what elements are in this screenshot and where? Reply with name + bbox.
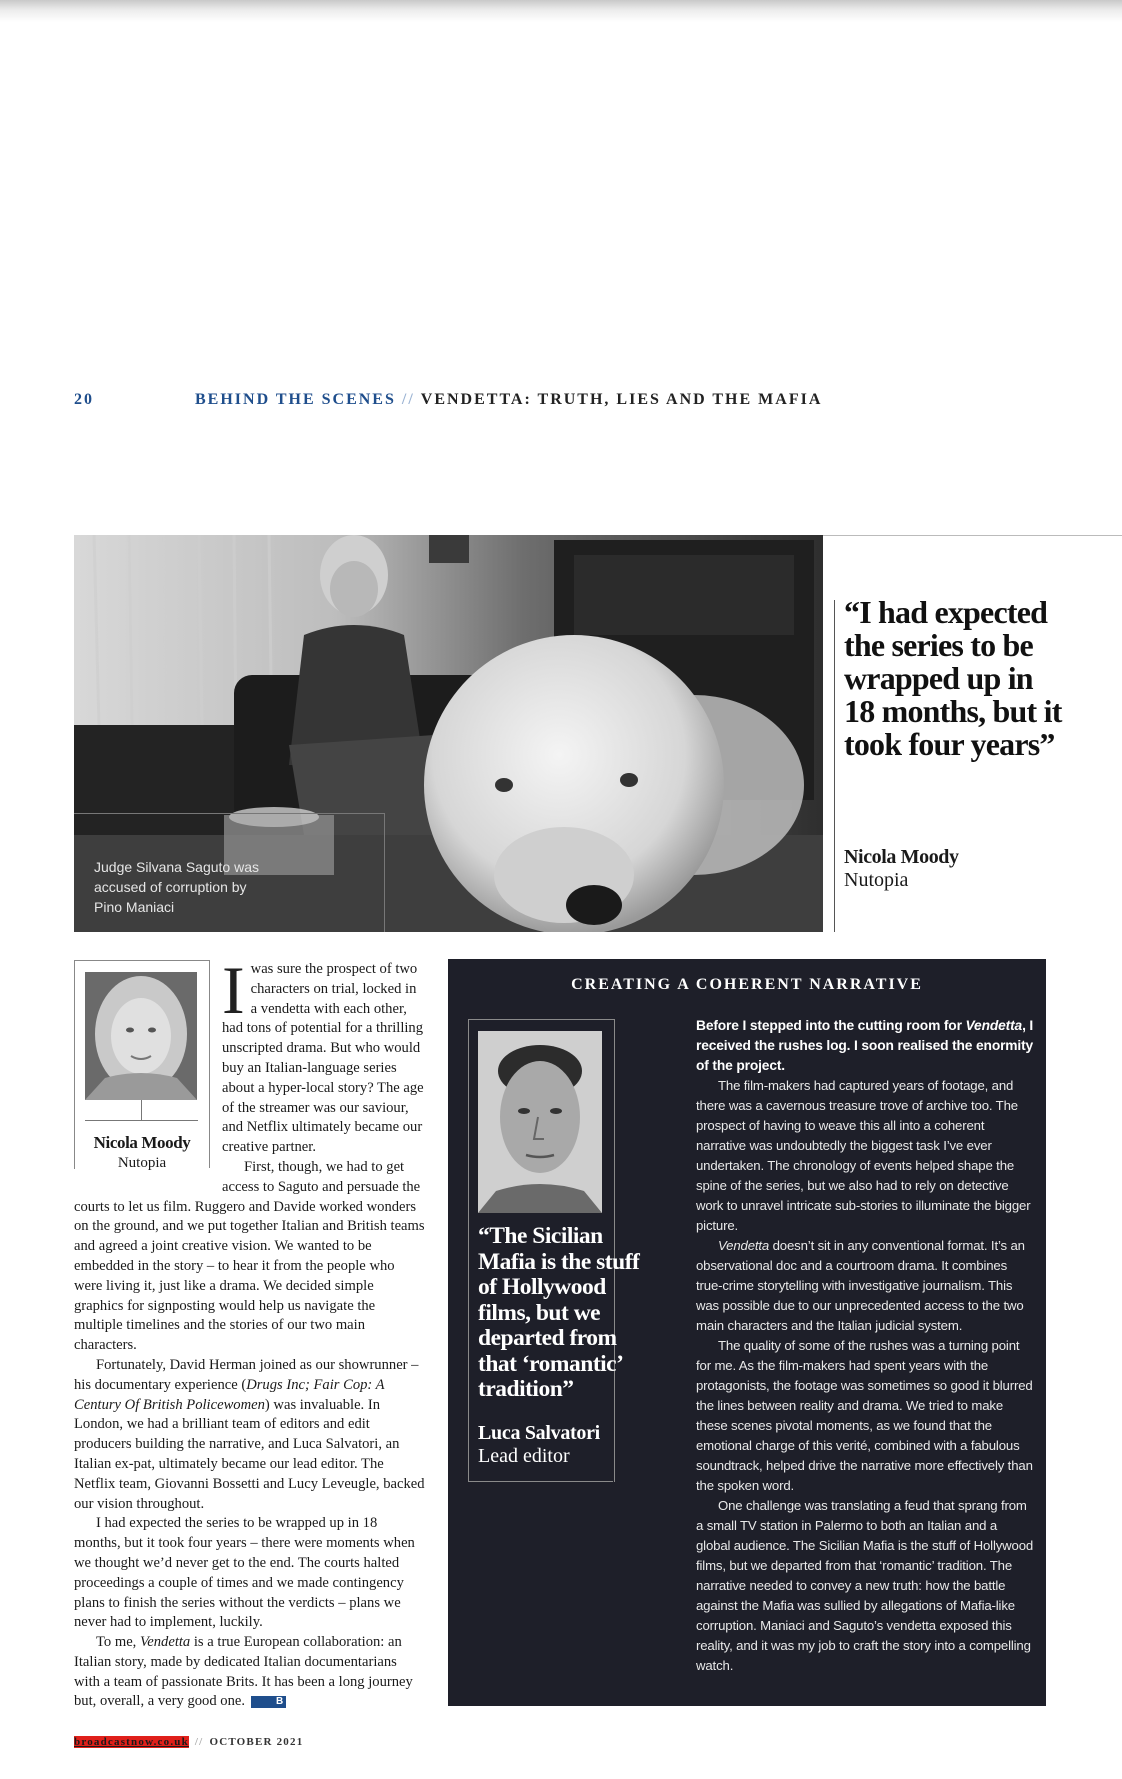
quote-divider: [834, 600, 835, 932]
article-paragraph: [74, 1633, 426, 1712]
pull-quote: “I had expected the series to be wrapped up in 18 months, but it took four years”: [844, 594, 1062, 762]
pull-quote-name: Nicola Moody: [844, 846, 959, 868]
author-org: Nutopia: [117, 1155, 167, 1171]
drop-cap: I: [222, 952, 245, 1028]
editor-portrait-illustration: [478, 1031, 602, 1213]
paragraph-text: To me,: [96, 1634, 140, 1651]
footer-date: OCTOBER 2021: [209, 1736, 304, 1748]
section-label: BEHIND THE SCENES: [195, 391, 396, 408]
footer-site-link[interactable]: broadcastnow.co.uk: [74, 1736, 189, 1748]
lead-photo: [74, 535, 823, 932]
article-paragraph: I had expected the series to be wrapped up in 18 months, but it took four years – there were moments when we thought we’d never get to the end. The courts halted proceedings a couple of times and we made contingency plans to finish the series without the verdicts – plans we never had to implement, luckily.: [74, 1515, 415, 1631]
sidebar-paragraph: The quality of some of the rushes was a turning point for me. As the film-makers had spent years with the protagonists, the footage was sometimes so good it blurred the lines between reality and drama. We tried to make these scenes pivotal moments, as we found that the emotional charge of this verité, combined with a fabulous soundtrack, helped drive the narrative more effectively than the spoken word.: [696, 1338, 1033, 1493]
footer-separator: //: [194, 1736, 204, 1748]
italic-sep: ;: [305, 1376, 314, 1393]
sidebar-panel: [448, 959, 1046, 1706]
header-separator: //: [401, 391, 415, 408]
article-paragraph: [74, 1356, 426, 1514]
author-box-space: [74, 960, 222, 1178]
page-number: 20: [74, 391, 94, 408]
italic-title: Vendetta: [139, 1634, 191, 1651]
paragraph-text: is a true European collaboration: an Italian story, made by dedicated Italian documentarians with a team of passionate Brits. It has been a long journey but, overall, a very good one.: [74, 1634, 413, 1710]
sidebar-paragraph: One challenge was translating a feud that sprang from a small TV station in Palermo to both an Italian and a global audience. The Sicilian Mafia is the stuff of Hollywood films, but we departed from that ‘romantic’ tradition. The narrative needed to convey a new truth: how the battle against the Mafia was sullied by allegations of Mafia-like corruption. Maniaci and Saguto’s vendetta exposed this reality, and it was my job to craft the story into a compelling watch.: [696, 1498, 1034, 1673]
sidebar-quote: “The Sicilian Mafia is the stuff of Hollywood films, but we departed from that ‘romantic’ tradition”: [478, 1223, 640, 1402]
sidebar-lead: [696, 1016, 1034, 1076]
paragraph-text: Fortunately, David Herman joined as our showrunner – his documentary experience (: [74, 1356, 419, 1393]
sidebar-role: Lead editor: [478, 1445, 570, 1467]
italic-title: Drugs Inc: [246, 1376, 305, 1393]
page-top-shadow: [0, 0, 1122, 22]
sidebar-name: Luca Salvatori: [478, 1422, 600, 1444]
editor-portrait: [478, 1031, 602, 1213]
sidebar-title: CREATING A COHERENT NARRATIVE: [571, 976, 923, 993]
article-paragraph: First, though, we had to get access to Saguto and persuade the courts to let us film. Ruggero and Davide worked wonders on the ground, and we put together Italian and British teams and agreed a joint creative vision. We wanted to be embedded in the story – to hear it from the people who were living it, just like a drama. We decided simple graphics for signposting would help us navigate the multiple timelines and the stories of our two main characters.: [74, 1158, 425, 1354]
page-footer: [74, 1736, 303, 1748]
article-title: VENDETTA: TRUTH, LIES AND THE MAFIA: [420, 391, 823, 408]
top-rule: [823, 535, 1122, 536]
lead-text: Before I stepped into the cutting room for: [696, 1018, 966, 1033]
paragraph-text: was sure the prospect of two characters on trial, locked in a vendetta with each other, had tons of potential for a thrilling unscripted drama. But who would buy an Italian-language series about a hyper-local story? The age of the streamer was our saviour, and Netflix ultimately became our creative partner.: [222, 961, 424, 1156]
photo-caption: Judge Silvana Saguto was accused of corruption by Pino Maniaci: [94, 859, 259, 915]
sidebar-paragraph: The film-makers had captured years of footage, and there was a cavernous treasure trove of archive too. The prospect of having to weave this all into a coherent narrative was undoubtedly the biggest task I’ve ever undertaken. The chronology of events helped shape the spine of the series, but we also had to rely on detective work to unravel intricate sub-stories to illuminate the bigger picture.: [696, 1078, 1031, 1233]
paragraph-text: doesn’t sit in any conventional format. It’s an observational doc and a courtroom drama. It combines true-crime storytelling with investigative journalism. This was possible due to our unprecedented access to the two main characters and the Italian judicial system.: [696, 1238, 1025, 1333]
italic-title: Fair Cop: A Century Of British Policewomen: [74, 1376, 385, 1413]
sidebar-frame-bottom: [468, 1481, 613, 1482]
end-mark: B: [251, 1696, 286, 1708]
lead-text: , I received the rushes log. I soon realised the enormity of the project.: [696, 1018, 1034, 1073]
italic-title: Vendetta: [965, 1018, 1023, 1033]
paragraph-text: ) was invaluable. In London, we had a brilliant team of editors and edit producers building the narrative, and Luca Salvatori, an Italian ex-pat, ultimately became our lead editor. The Netflix team, Giovanni Bossetti and Lucy Leveugle, backed our vision throughout.: [74, 1396, 425, 1512]
author-name: Nicola Moody: [93, 1133, 191, 1152]
pull-quote-org: Nutopia: [844, 869, 909, 891]
page-header: [74, 391, 1062, 415]
article-body: [74, 952, 426, 1712]
italic-title: Vendetta: [718, 1238, 770, 1253]
sidebar-paragraph: [696, 1236, 1034, 1336]
section-heading: [195, 391, 822, 409]
sidebar-body: [696, 1016, 1034, 1676]
